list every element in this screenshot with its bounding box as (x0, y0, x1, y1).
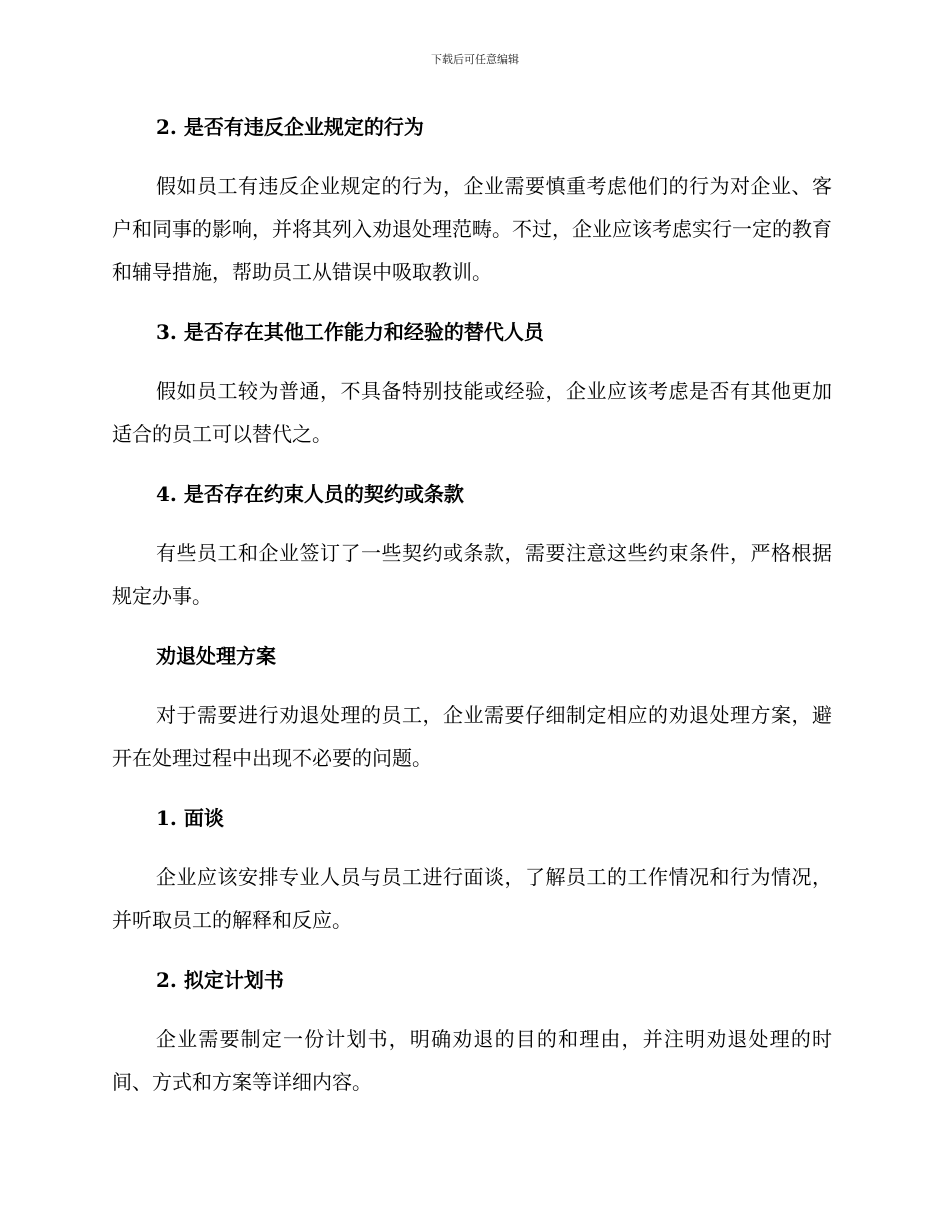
section-paragraph-contract: 有些员工和企业签订了一些契约或条款，需要注意这些约束条件，严格根据规定办事。 (112, 541, 832, 608)
section-heading-contract: 4. 是否存在约束人员的契约或条款 (156, 482, 464, 506)
section-heading-interview: 1. 面谈 (156, 806, 224, 830)
section-heading-plan: 劝退处理方案 (156, 644, 276, 668)
section-heading-violation: 2. 是否有违反企业规定的行为 (156, 115, 424, 139)
page-header: 下载后可任意编辑 (431, 53, 519, 66)
section-paragraph-proposal: 企业需要制定一份计划书，明确劝退的目的和理由，并注明劝退处理的时间、方式和方案等详细内容。 (112, 1027, 832, 1094)
document-body (112, 107, 832, 1122)
section-paragraph-violation: 假如员工有违反企业规定的行为，企业需要慎重考虑他们的行为对企业、客户和同事的影响，并将其列入劝退处理范畴。不过，企业应该考虑实行一定的教育和辅导措施，帮助员工从错误中吸取教训。 (112, 174, 832, 284)
section-heading-replacement: 3. 是否存在其他工作能力和经验的替代人员 (156, 320, 544, 344)
section-paragraph-plan: 对于需要进行劝退处理的员工，企业需要仔细制定相应的劝退处理方案，避开在处理过程中出现不必要的问题。 (112, 703, 832, 770)
section-heading-proposal: 2. 拟定计划书 (156, 968, 284, 992)
section-paragraph-replacement: 假如员工较为普通，不具备特别技能或经验，企业应该考虑是否有其他更加适合的员工可以替代之。 (112, 379, 832, 446)
section-paragraph-interview: 企业应该安排专业人员与员工进行面谈，了解员工的工作情况和行为情况，并听取员工的解释和反应。 (112, 865, 832, 932)
